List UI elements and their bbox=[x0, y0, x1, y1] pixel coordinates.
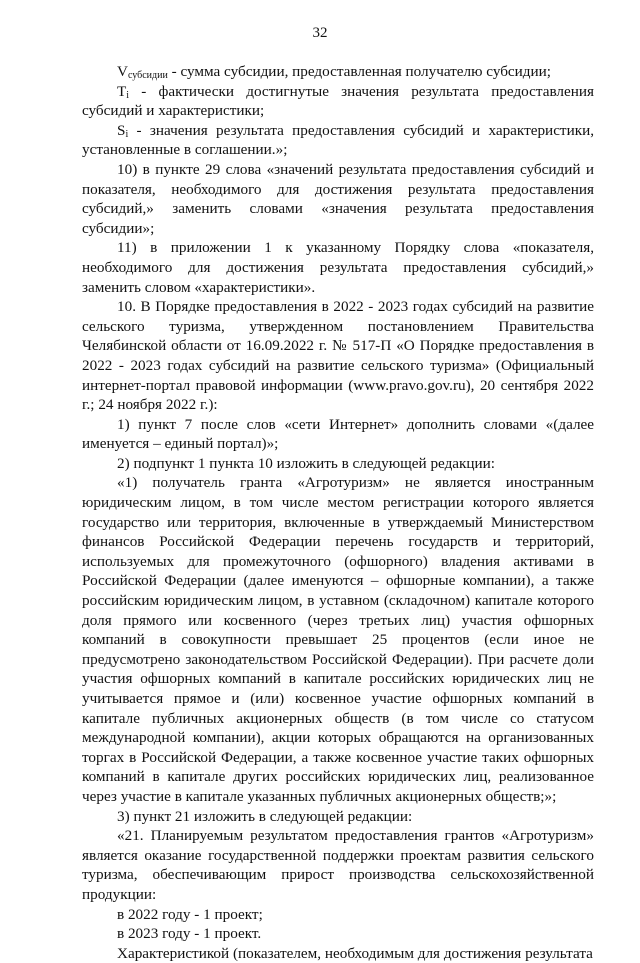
t-text: - фактически достигнутые значения результата предоставления субсидий и характеристики; bbox=[82, 82, 594, 120]
definition-s bbox=[82, 121, 594, 160]
paragraph: 3) пункт 21 изложить в следующей редакции: bbox=[117, 807, 413, 825]
paragraph: в 2023 году - 1 проект. bbox=[117, 925, 262, 943]
t-subscript: i bbox=[126, 89, 130, 101]
v-text: - сумма субсидии, предоставленная получателю субсидии; bbox=[167, 63, 552, 80]
s-subscript: i bbox=[125, 128, 129, 140]
v-subscript: субсидии bbox=[127, 70, 168, 81]
t-symbol: T bbox=[117, 82, 127, 100]
v-symbol: V bbox=[117, 63, 128, 80]
definition-t bbox=[82, 82, 594, 121]
paragraph: 10) в пункте 29 слова «значений результата предоставления субсидий и показателя, необходимого для достижения результата предоставления субсидий,» заменить словами «значения результата предоставления субсидии»; bbox=[82, 160, 594, 237]
paragraph: Характеристикой (показателем, необходимым для достижения результата bbox=[117, 944, 593, 962]
paragraph: 11) в приложении 1 к указанному Порядку слова «показателя, необходимого для достижения результата предоставления субсидий,» заменить словом «характеристики». bbox=[82, 239, 594, 296]
paragraph: 2) подпункт 1 пункта 10 изложить в следующей редакции: bbox=[117, 454, 496, 472]
paragraph: 1) пункт 7 после слов «сети Интернет» дополнить словами «(далее именуется – единый портал)»; bbox=[82, 415, 594, 453]
s-symbol: S bbox=[117, 121, 126, 139]
definition-v bbox=[82, 62, 594, 82]
document-body bbox=[82, 62, 594, 963]
page-number: 32 bbox=[312, 25, 328, 41]
paragraph: в 2022 году - 1 проект; bbox=[117, 905, 263, 923]
paragraph: «1) получатель гранта «Агротуризм» не является иностранным юридическим лицом, в том числе местом регистрации которого является государство или территория, включенные в утверждаемый Министерством финансов Российской Федерации перечень государств и территорий, используемых для промежуточного (офшорного) владения активами в Российской Федерации (далее именуются – офшорные компании), а также российским юридическим лицом, в уставном (складочном) капитале которого доля прямого или косвенного (через третьих лиц) участия офшорных компаний в совокупности превышает 25 процентов (если иное не предусмотрено законодательством Российской Федерации). При расчете доли участия офшорных компаний в капитале российских юридических лиц не учитывается прямое и (или) косвенное участие офшорных компаний в капитале публичных акционерных обществ (в том числе со статусом международной компании), акции которых обращаются на организованных торгах в Российской Федерации, а также косвенное участие таких офшорных компаний в капитале других российских юридических лиц, реализованное через участие в капитале указанных публичных акционерных обществ;»; bbox=[82, 474, 594, 805]
paragraph: 10. В Порядке предоставления в 2022 - 2023 годах субсидий на развитие сельского туризма, утвержденном постановлением Правительства Челябинской области от 16.09.2022 г. № 517-П «О Порядке предоставления в 2022 - 2023 годах субсидий на развитие сельского туризма» (Официальный интернет-портал правовой информации (www.pravo.gov.ru), 20 сентября 2022 г.; 24 ноября 2022 г.): bbox=[82, 298, 594, 414]
s-text: - значения результата предоставления субсидий и характеристики, установленные в соглашении.»; bbox=[82, 121, 594, 159]
paragraph: «21. Планируемым результатом предоставления грантов «Агротуризм» является оказание государственной поддержки проектам развития сельского туризма, обеспечивающим прирост производства сельскохозяйственной продукции: bbox=[82, 827, 594, 903]
